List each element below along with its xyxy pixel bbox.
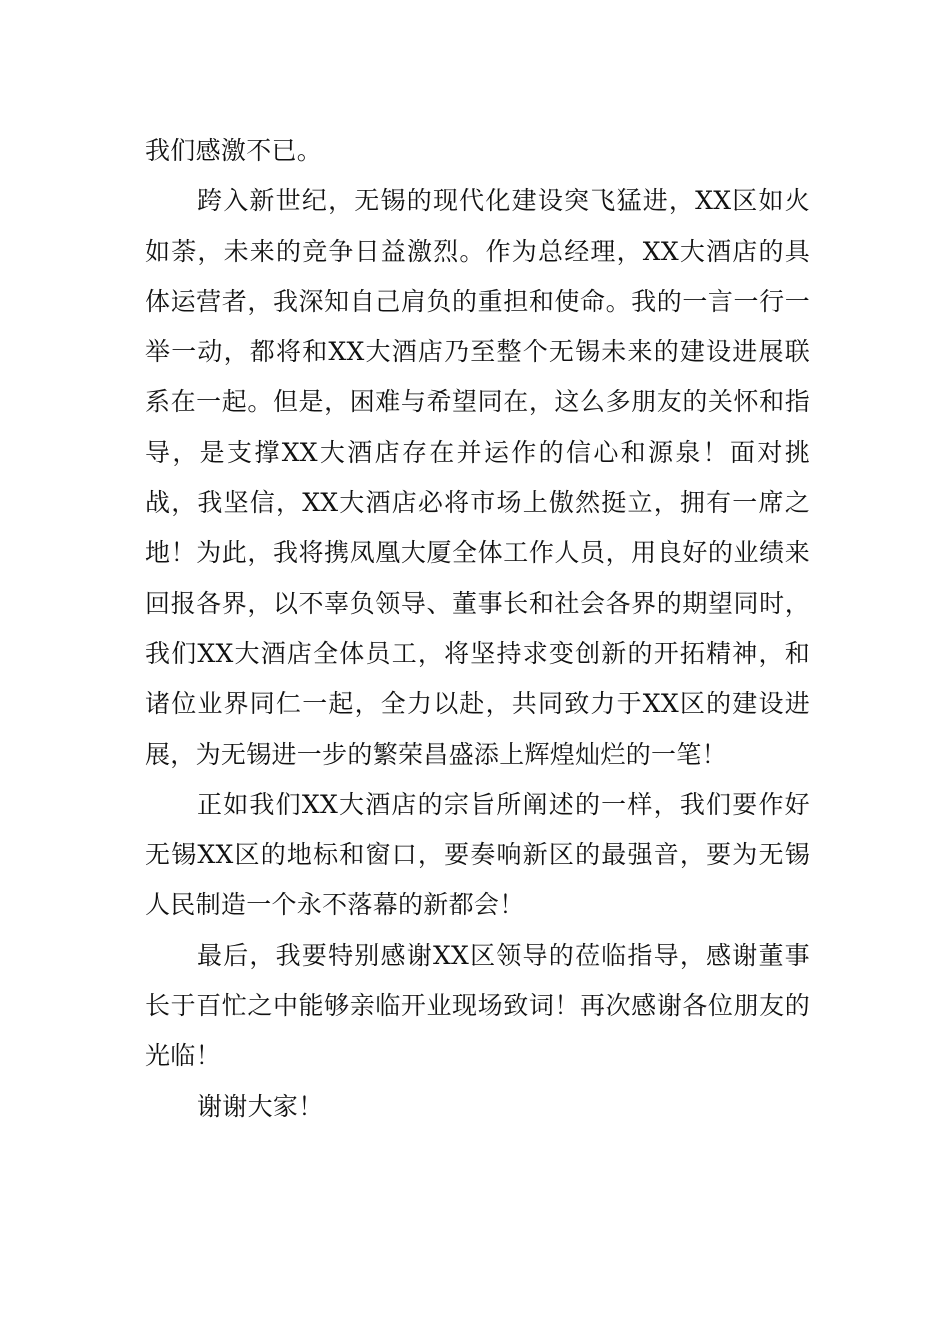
paragraph-new-century: 跨入新世纪，无锡的现代化建设突飞猛进，XX区如火如荼，未来的竞争日益激烈。作为总经理，XX大酒店的具体运营者，我深知自己肩负的重担和使命。我的一言一行一举一动，都将和XX大酒店乃至整个无锡未来的建设进展联系在一起。但是，困难与希望同在，这么多朋友的关怀和指导，是支撑XX大酒店存在并运作的信心和源泉！面对挑战，我坚信，XX大酒店必将市场上傲然挺立，拥有一席之地！为此，我将携凤凰大厦全体工作人员，用良好的业绩来回报各界，以不辜负领导、董事长和社会各界的期望同时，我们XX大酒店全体员工，将坚持求变创新的开拓精神，和诸位业界同仁一起，全力以赴，共同致力于XX区的建设进展，为无锡进一步的繁荣昌盛添上辉煌灿烂的一笔！ <box>145 186 810 769</box>
paragraph-closing-thanks: 谢谢大家！ <box>197 1091 324 1121</box>
paragraph-hotel-mission: 正如我们XX大酒店的宗旨所阐述的一样，我们要作好无锡XX区的地标和窗口，要奏响新区的最强音，要为无锡人民制造一个永不落幕的新都会！ <box>145 789 810 920</box>
document-body <box>145 126 810 1132</box>
paragraph-acknowledgement: 最后，我要特别感谢XX区领导的莅临指导，感谢董事长于百忙之中能够亲临开业现场致词！再次感谢各位朋友的光临！ <box>145 940 810 1071</box>
paragraph-continuation: 我们感激不已。 <box>145 136 323 165</box>
